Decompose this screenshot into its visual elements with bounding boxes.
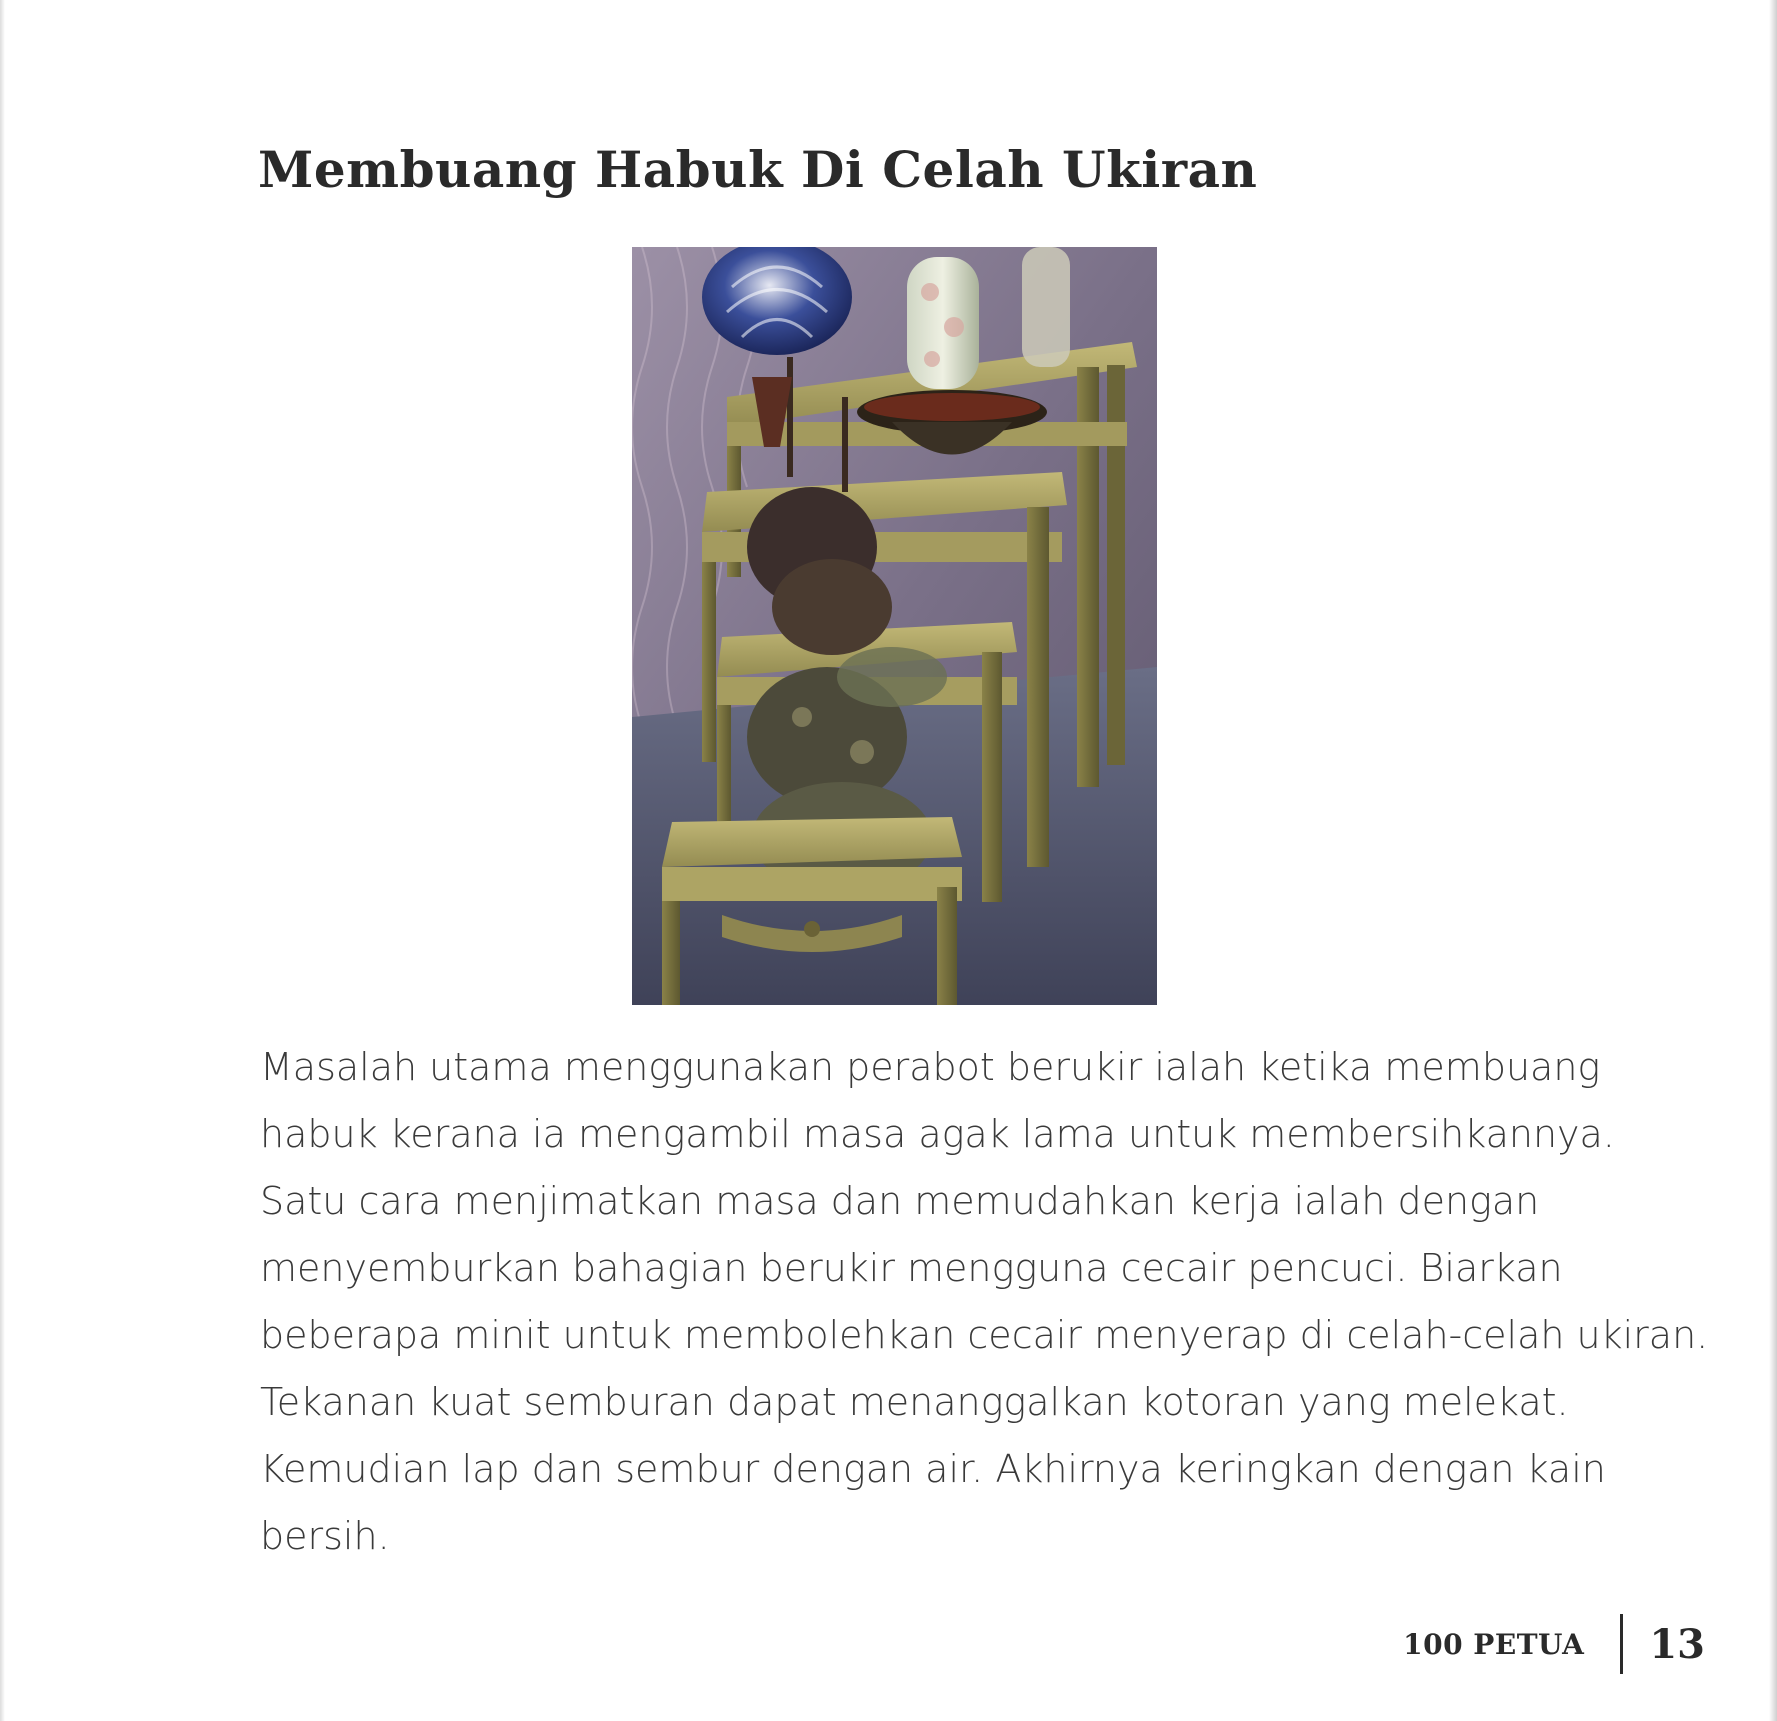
page-right-edge [1769, 0, 1777, 1721]
body-line: Kemudian lap dan sembur dengan air. Akhirnya keringkan dengan kain [260, 1447, 1606, 1491]
nesting-tables-photo [632, 247, 1157, 1005]
body-line: Satu cara menjimatkan masa dan memudahkan kerja ialah dengan [260, 1179, 1540, 1223]
nesting-tables-illustration [632, 247, 1157, 1005]
body-line: beberapa minit untuk membolehkan cecair menyerap di celah-celah ukiran. [260, 1313, 1709, 1357]
page-number: 13 [1649, 1620, 1705, 1668]
page-left-edge [0, 0, 5, 1721]
footer-divider [1620, 1614, 1623, 1674]
book-title: 100 PETUA [1403, 1627, 1585, 1661]
body-line: Tekanan kuat semburan dapat menanggalkan kotoran yang melekat. [260, 1380, 1569, 1424]
body-line: menyemburkan bahagian berukir mengguna cecair pencuci. Biarkan [260, 1246, 1563, 1290]
body-line: habuk kerana ia mengambil masa agak lama untuk membersihkannya. [260, 1112, 1615, 1156]
body-line: Masalah utama menggunakan perabot berukir ialah ketika membuang [260, 1045, 1601, 1089]
body-line: bersih. [260, 1514, 390, 1558]
page-title: Membuang Habuk Di Celah Ukiran [258, 140, 1258, 199]
body-paragraph [260, 1034, 1709, 1570]
page-footer [1403, 1614, 1705, 1674]
